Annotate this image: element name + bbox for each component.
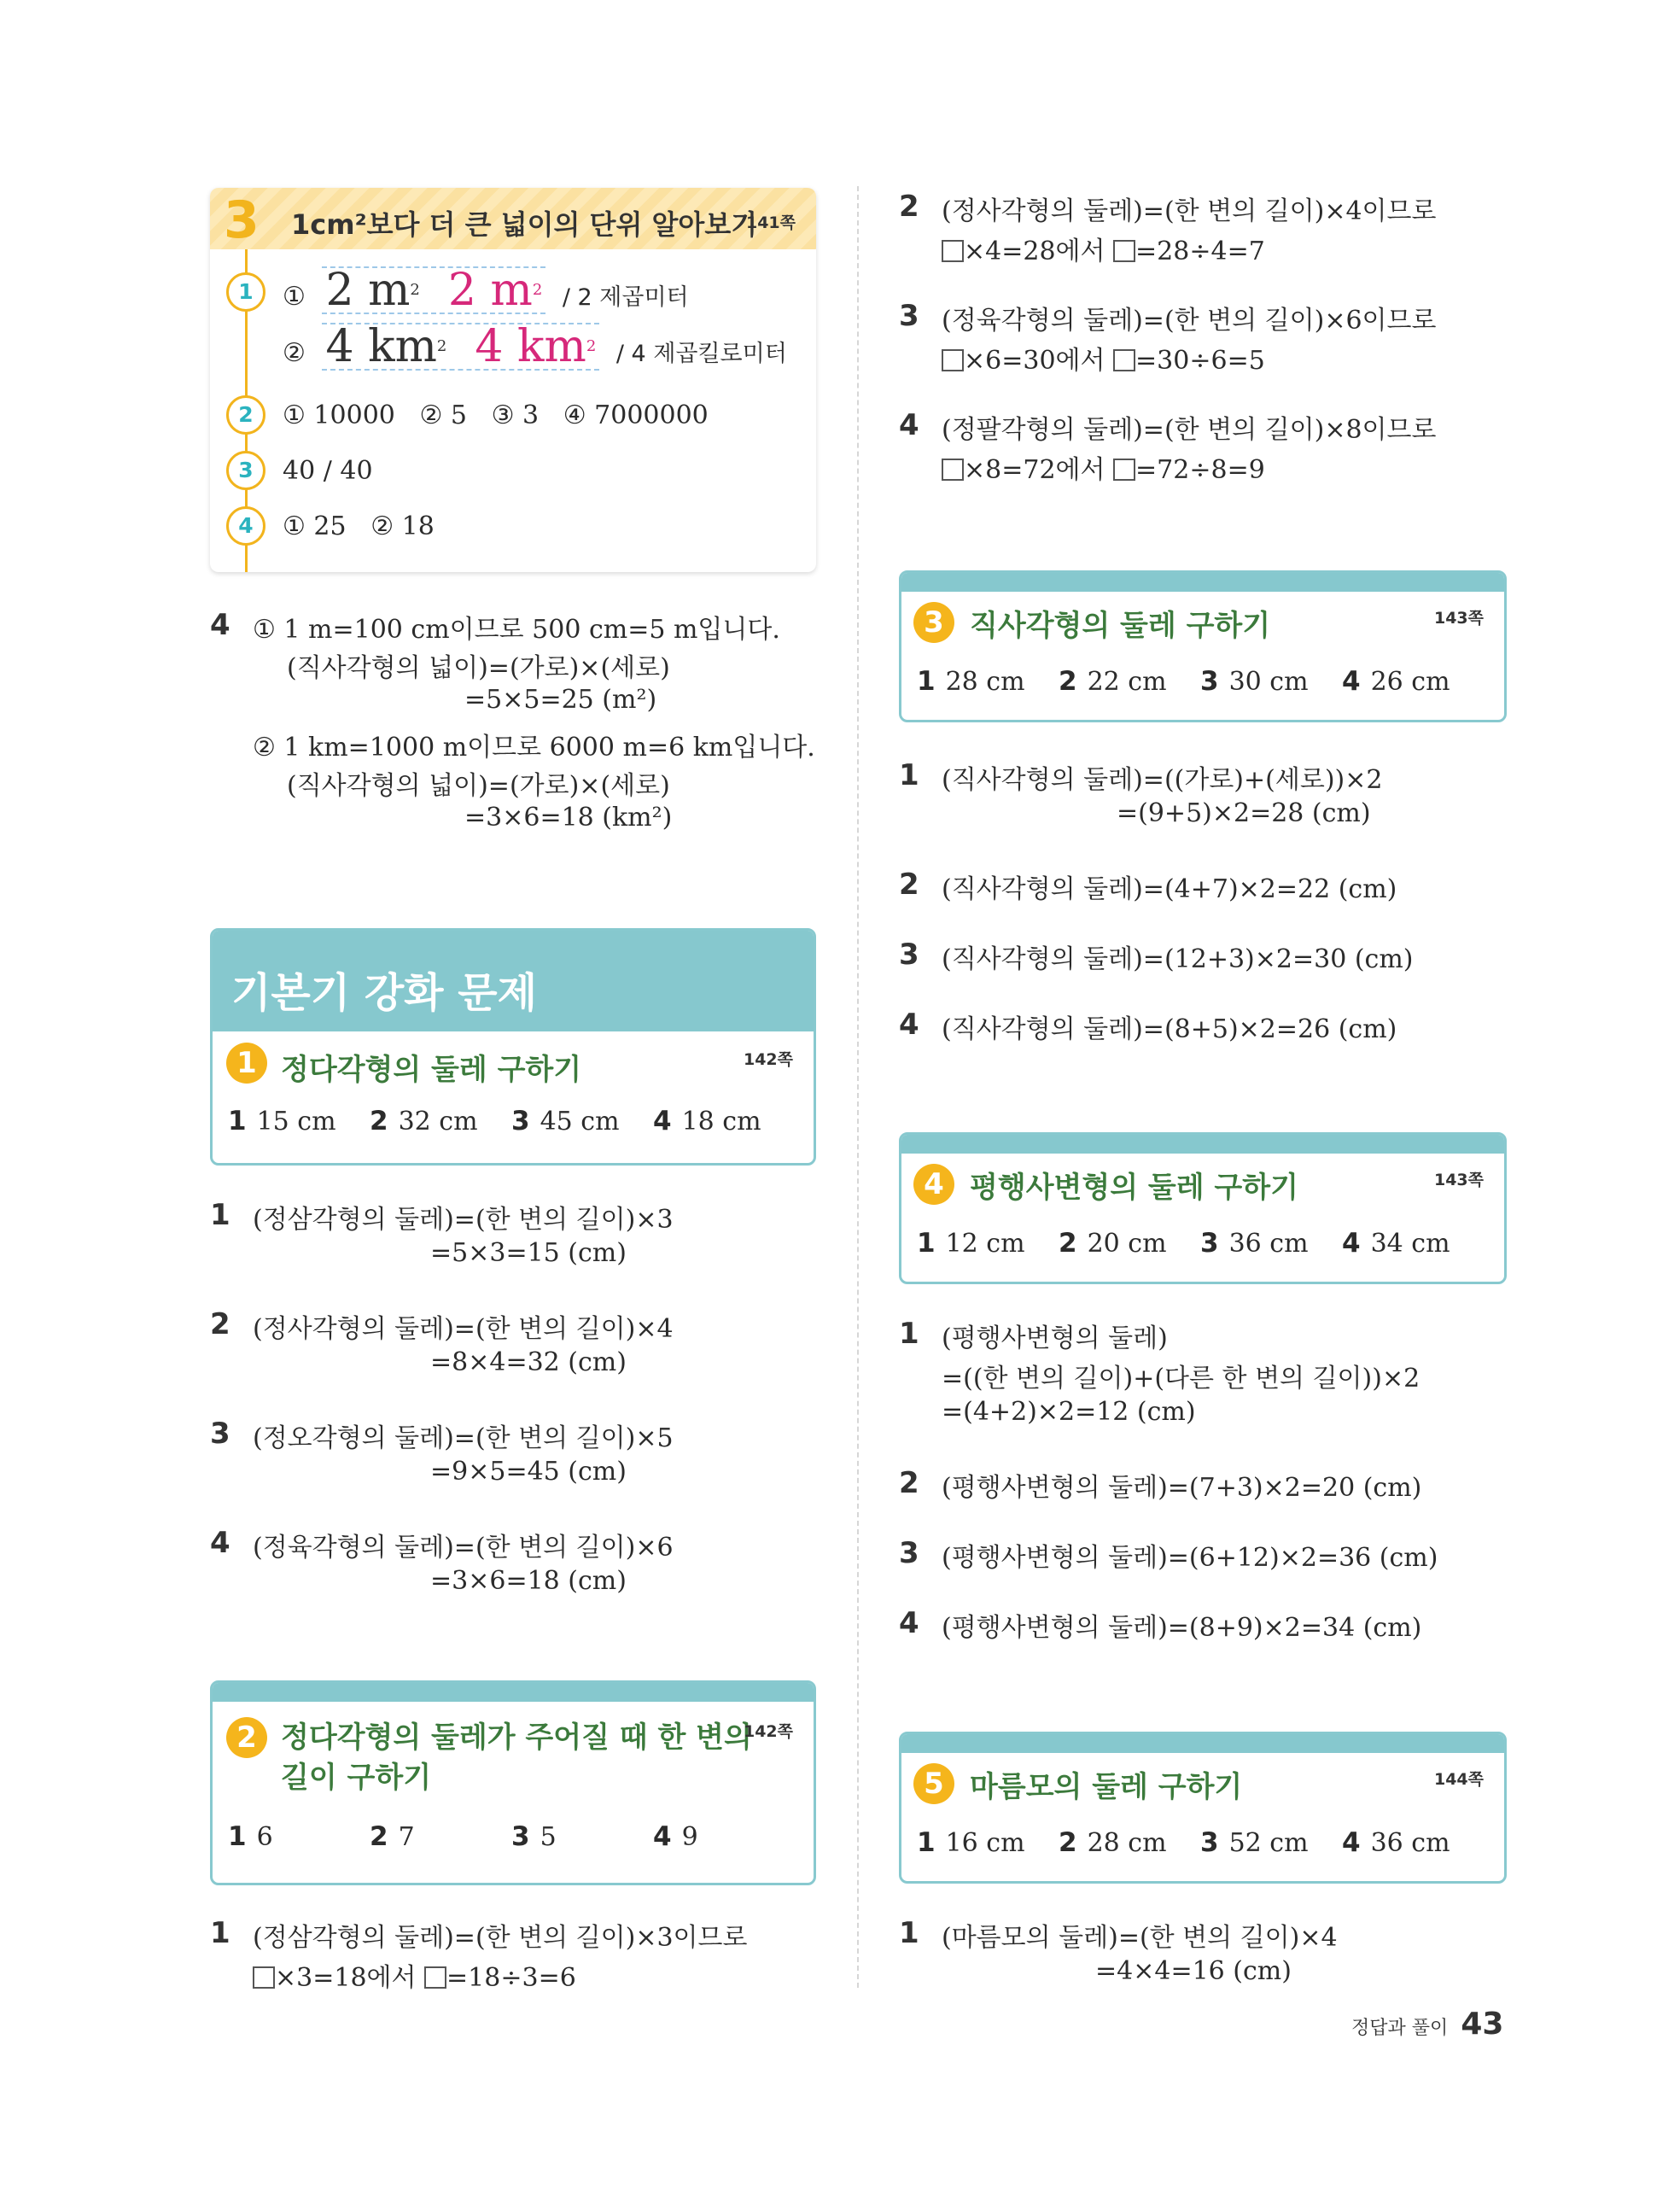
answer-item: 2 28 cm <box>1059 1827 1167 1858</box>
section-page-ref: 143쪽 <box>1433 1171 1484 1189</box>
unit-reading: / 4 제곱킬로미터 <box>615 341 787 367</box>
solution-line: ×6=30에서 =30÷6=5 <box>942 339 1265 377</box>
answer-item: 2 32 cm <box>370 1106 478 1136</box>
answer-item: 4 26 cm <box>1342 666 1450 697</box>
section-page-ref: 144쪽 <box>1433 1770 1484 1789</box>
summary-section-number: 3 <box>224 190 260 250</box>
section-stripe <box>213 1683 814 1702</box>
summary-item-3-text: 40 / 40 <box>283 456 373 486</box>
section-2-box <box>210 1680 816 1885</box>
answer-item: 2 22 cm <box>1059 666 1167 697</box>
summary-item-1-line-2 <box>283 323 787 371</box>
trace-value-pink: 4 <box>475 321 504 372</box>
solution-number: 3 <box>899 299 919 333</box>
solution-line: (평행사변형의 둘레)=(7+3)×2=20 (cm) <box>942 1473 1422 1503</box>
page-number: 43 <box>1461 2007 1504 2042</box>
solution-line: (정오각형의 둘레)=(한 변의 길이)×5 <box>253 1423 674 1453</box>
solution-line: (직사각형의 둘레)=((가로)+(세로))×2 <box>942 765 1383 795</box>
solution-number: 3 <box>899 1536 919 1570</box>
section-badge: 4 <box>913 1164 954 1205</box>
blank-box <box>942 459 964 481</box>
answer-item: 1 6 <box>228 1821 273 1852</box>
solution-line: =5×3=15 (cm) <box>430 1238 627 1268</box>
solution-line: =(9+5)×2=28 (cm) <box>1117 798 1371 828</box>
summary-box <box>210 188 816 572</box>
solution-line: (평행사변형의 둘레)=(6+12)×2=36 (cm) <box>942 1543 1438 1573</box>
section-badge: 5 <box>913 1763 954 1804</box>
solution-line: (직사각형의 둘레)=(8+5)×2=26 (cm) <box>942 1014 1397 1044</box>
section-badge: 3 <box>913 602 954 643</box>
trace-box-dark: 4 $km^2$ 4 $km^2$ <box>322 323 599 371</box>
solution-line: ② 1 km=1000 m이므로 6000 m=6 km입니다. <box>253 733 815 762</box>
solution-number: 1 <box>210 1198 230 1232</box>
unit-reading: / 2 제곱미터 <box>562 284 689 311</box>
section-stripe <box>901 573 1504 592</box>
solution-line: (직사각형의 둘레)=(4+7)×2=22 (cm) <box>942 874 1397 904</box>
answer-item: 4 18 cm <box>653 1106 761 1136</box>
solution-line: (정사각형의 둘레)=(한 변의 길이)×4이므로 <box>942 196 1437 226</box>
section-title: 마름모의 둘레 구하기 <box>970 1770 1243 1804</box>
summary-title: 1cm²보다 더 큰 넓이의 단위 알아보기 <box>291 208 758 241</box>
solution-line: =5×5=25 (m²) <box>464 685 657 715</box>
solution-number: 4 <box>899 1606 919 1640</box>
solution-line: (마름모의 둘레)=(한 변의 길이)×4 <box>942 1923 1338 1953</box>
blank-box <box>1113 240 1135 262</box>
summary-item-number: 1 <box>226 272 265 312</box>
solution-number: 2 <box>899 190 919 224</box>
trace-unit-pink: km <box>517 321 586 372</box>
basic-skills-banner <box>213 931 814 1031</box>
solution-line: =9×5=45 (cm) <box>430 1457 627 1487</box>
summary-item-2-text: ① 10000 ② 5 ③ 3 ④ 7000000 <box>283 400 709 430</box>
section-title: 직사각형의 둘레 구하기 <box>970 609 1271 643</box>
section-3-box <box>899 570 1507 722</box>
solution-line: =3×6=18 (cm) <box>430 1566 627 1596</box>
solution-line: (직사각형의 넓이)=(가로)×(세로) <box>287 653 670 683</box>
solution-number: 4 <box>210 1526 230 1560</box>
solution-number: 4 <box>899 408 919 442</box>
solution-line: (직사각형의 넓이)=(가로)×(세로) <box>287 771 670 801</box>
section-title-line-1: 정다각형의 둘레가 주어질 때 한 변의 <box>281 1721 752 1755</box>
summary-item-1-line-1 <box>283 266 689 314</box>
page-footer <box>1351 2007 1503 2042</box>
solution-line: (정팔각형의 둘레)=(한 변의 길이)×8이므로 <box>942 415 1437 445</box>
section-4-box <box>899 1132 1507 1284</box>
section-page-ref: 142쪽 <box>743 1722 793 1741</box>
solution-number: 3 <box>210 1417 230 1451</box>
basic-skills-title: 기본기 강화 문제 <box>231 969 537 1017</box>
section-page-ref: 142쪽 <box>743 1050 793 1069</box>
solution-line: =8×4=32 (cm) <box>430 1347 627 1377</box>
solution-line: =4×4=16 (cm) <box>1095 1956 1292 1986</box>
solution-number: 1 <box>899 1317 919 1351</box>
column-divider <box>857 186 859 1988</box>
marker: ① <box>283 282 306 312</box>
solution-line: (평행사변형의 둘레) <box>942 1323 1168 1353</box>
section-title: 평행사변형의 둘레 구하기 <box>970 1171 1298 1205</box>
trace-box-dark: 2 $m^2$ 2 $m^2$ <box>322 266 545 314</box>
solution-line: ×4=28에서 =28÷4=7 <box>942 230 1265 267</box>
solution-number: 4 <box>899 1008 919 1042</box>
solution-number: 2 <box>210 1307 230 1341</box>
section-title: 정다각형의 둘레 구하기 <box>281 1053 582 1087</box>
solution-line: (정육각형의 둘레)=(한 변의 길이)×6 <box>253 1533 674 1563</box>
blank-box <box>1113 459 1135 481</box>
answer-item: 3 52 cm <box>1200 1827 1309 1858</box>
answer-item: 3 36 cm <box>1200 1228 1309 1259</box>
answer-item: 4 34 cm <box>1342 1228 1450 1259</box>
solution-number: 3 <box>899 938 919 972</box>
solution-line: (평행사변형의 둘레)=(8+9)×2=34 (cm) <box>942 1613 1422 1643</box>
solution-line: =((한 변의 길이)+(다른 한 변의 길이))×2 <box>942 1364 1420 1393</box>
solution-line: ×8=72에서 =72÷8=9 <box>942 448 1265 486</box>
solution-number: 2 <box>899 1466 919 1500</box>
answer-item: 3 45 cm <box>511 1106 620 1136</box>
solution-line: (정육각형의 둘레)=(한 변의 길이)×6이므로 <box>942 306 1437 336</box>
section-badge: 2 <box>226 1717 267 1758</box>
answer-item: 4 36 cm <box>1342 1827 1450 1858</box>
answer-item: 2 20 cm <box>1059 1228 1167 1259</box>
trace-unit: km <box>368 321 437 372</box>
solution-line: ① 1 m=100 cm이므로 500 cm=5 m입니다. <box>253 615 780 645</box>
solution-line: (정삼각형의 둘레)=(한 변의 길이)×3 <box>253 1205 674 1235</box>
solution-number: 2 <box>899 868 919 902</box>
basic-skills-box <box>210 928 816 1166</box>
solution-line: ×3=18에서 =18÷3=6 <box>253 1956 576 1994</box>
solution-line: (직사각형의 둘레)=(12+3)×2=30 (cm) <box>942 944 1414 974</box>
answer-item: 3 30 cm <box>1200 666 1309 697</box>
marker: ② <box>283 338 306 368</box>
section-page-ref: 143쪽 <box>1433 609 1484 628</box>
section-5-box <box>899 1732 1507 1884</box>
solution-number: 1 <box>899 1916 919 1950</box>
trace-unit-pink: m <box>490 265 533 316</box>
solution-number: 1 <box>899 758 919 792</box>
summary-item-number: 4 <box>226 506 265 546</box>
trace-value: 4 <box>325 321 354 372</box>
blank-box <box>424 1966 446 1989</box>
solution-line: =3×6=18 (km²) <box>464 803 673 833</box>
solution-number: 4 <box>210 608 230 642</box>
section-stripe <box>901 1135 1504 1154</box>
solution-line: (정사각형의 둘레)=(한 변의 길이)×4 <box>253 1314 674 1344</box>
summary-page-ref: 141쪽 <box>745 213 796 232</box>
section-stripe <box>901 1734 1504 1753</box>
footer-label: 정답과 풀이 <box>1351 2018 1449 2039</box>
solution-number: 1 <box>210 1916 230 1950</box>
blank-box <box>253 1966 275 1989</box>
answer-item: 1 16 cm <box>917 1827 1025 1858</box>
trace-unit: m <box>368 265 411 316</box>
answer-item: 1 15 cm <box>228 1106 336 1136</box>
solution-line: (정삼각형의 둘레)=(한 변의 길이)×3이므로 <box>253 1923 748 1953</box>
section-badge: 1 <box>226 1043 267 1084</box>
summary-item-number: 3 <box>226 451 265 490</box>
blank-box <box>942 240 964 262</box>
solution-line: =(4+2)×2=12 (cm) <box>942 1397 1196 1427</box>
answer-item: 2 7 <box>370 1821 415 1852</box>
answer-item: 3 5 <box>511 1821 557 1852</box>
blank-box <box>1113 349 1135 371</box>
answer-item: 1 28 cm <box>917 666 1025 697</box>
summary-item-4-text: ① 25 ② 18 <box>283 511 435 541</box>
answer-item: 1 12 cm <box>917 1228 1025 1259</box>
blank-box <box>942 349 964 371</box>
trace-value: 2 <box>325 265 354 316</box>
answer-item: 4 9 <box>653 1821 698 1852</box>
section-title-line-2: 길이 구하기 <box>281 1761 432 1795</box>
summary-item-number: 2 <box>226 395 265 435</box>
trace-value-pink: 2 <box>447 265 476 316</box>
